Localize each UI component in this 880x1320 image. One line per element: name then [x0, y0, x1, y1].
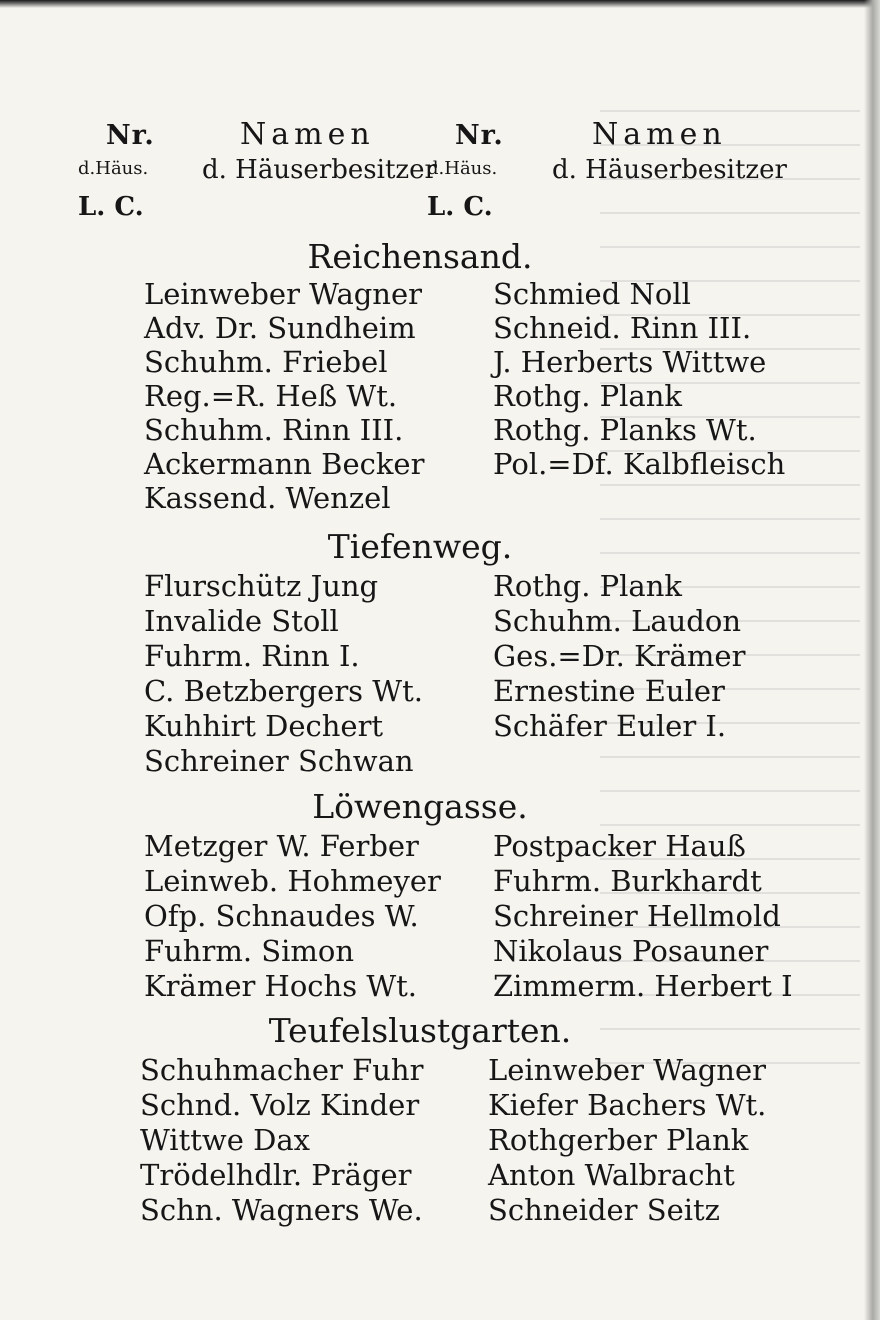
owner-name: Anton Walbracht: [488, 1158, 735, 1192]
owner-name: Postpacker Hauß: [493, 829, 746, 863]
owner-name: Fuhrm. Burkhardt: [493, 864, 762, 898]
header-right-nr: Nr.: [455, 120, 504, 151]
owner-name: Trödelhdlr. Präger: [140, 1158, 412, 1192]
owner-name: Kiefer Bachers Wt.: [488, 1088, 767, 1122]
owner-name: Rothg. Plank: [493, 379, 682, 413]
owner-name: J. Herberts Wittwe: [493, 345, 767, 379]
owner-name: Schreiner Schwan: [144, 744, 414, 778]
header-right-nr-sub: d.Häus.: [427, 158, 498, 179]
owner-name: Ackermann Becker: [144, 447, 425, 481]
owner-name: Schneider Seitz: [488, 1193, 720, 1227]
owner-name: Fuhrm. Simon: [144, 934, 355, 968]
owner-name: Nikolaus Posauner: [493, 934, 769, 968]
owner-name: Schuhmacher Fuhr: [140, 1053, 424, 1087]
header-left-namen-sub: d. Häuserbesitzer: [202, 155, 437, 185]
owner-name: Flurschütz Jung: [144, 569, 379, 603]
owner-name: Fuhrm. Rinn I.: [144, 639, 360, 673]
header-left-namen: Namen: [240, 117, 375, 152]
owner-name: Invalide Stoll: [144, 604, 339, 638]
section-title: Reichensand.: [307, 237, 533, 276]
owner-name: Schuhm. Rinn III.: [144, 413, 404, 447]
owner-name: Leinweber Wagner: [144, 277, 423, 311]
owner-name: Schn. Wagners We.: [140, 1193, 423, 1227]
header-right-namen-sub: d. Häuserbesitzer: [552, 155, 787, 185]
owner-name: Krämer Hochs Wt.: [144, 969, 418, 1003]
owner-name: Schnd. Volz Kinder: [140, 1088, 420, 1122]
header-left-lc: L. C.: [78, 192, 144, 222]
section-title: Teufelslustgarten.: [268, 1011, 572, 1050]
owner-name: Zimmerm. Herbert I: [493, 969, 793, 1003]
owner-name: Metzger W. Ferber: [144, 829, 419, 863]
owner-name: Schmied Noll: [493, 277, 691, 311]
owner-name: Pol.=Df. Kalbfleisch: [493, 447, 786, 481]
owner-name: Schuhm. Laudon: [493, 604, 742, 638]
owner-name: Schuhm. Friebel: [144, 345, 388, 379]
owner-name: Schreiner Hellmold: [493, 899, 781, 933]
page-top-edge: [0, 0, 880, 8]
owner-name: Ernestine Euler: [493, 674, 725, 708]
owner-name: Rothg. Planks Wt.: [493, 413, 757, 447]
owner-name: Leinweb. Hohmeyer: [144, 864, 441, 898]
header-right-lc: L. C.: [427, 192, 493, 222]
owner-name: Ges.=Dr. Krämer: [493, 639, 746, 673]
header-left-nr-sub: d.Häus.: [78, 158, 149, 179]
owner-name: Reg.=R. Heß Wt.: [144, 379, 398, 413]
header-left-nr: Nr.: [106, 120, 155, 151]
section-title: Tiefenweg.: [327, 527, 513, 566]
owner-name: Schäfer Euler I.: [493, 709, 727, 743]
owner-name: Wittwe Dax: [140, 1123, 310, 1157]
owner-name: Rothgerber Plank: [488, 1123, 749, 1157]
owner-name: Kassend. Wenzel: [144, 481, 391, 515]
owner-name: C. Betzbergers Wt.: [144, 674, 423, 708]
owner-name: Schneid. Rinn III.: [493, 311, 752, 345]
owner-name: Leinweber Wagner: [488, 1053, 767, 1087]
owner-name: Ofp. Schnaudes W.: [144, 899, 419, 933]
owner-name: Kuhhirt Dechert: [144, 709, 384, 743]
owner-name: Rothg. Plank: [493, 569, 682, 603]
header-right-namen: Namen: [592, 117, 727, 152]
owner-name: Adv. Dr. Sundheim: [144, 311, 416, 345]
page-right-edge: [864, 0, 880, 1320]
section-title: Löwengasse.: [312, 787, 528, 826]
